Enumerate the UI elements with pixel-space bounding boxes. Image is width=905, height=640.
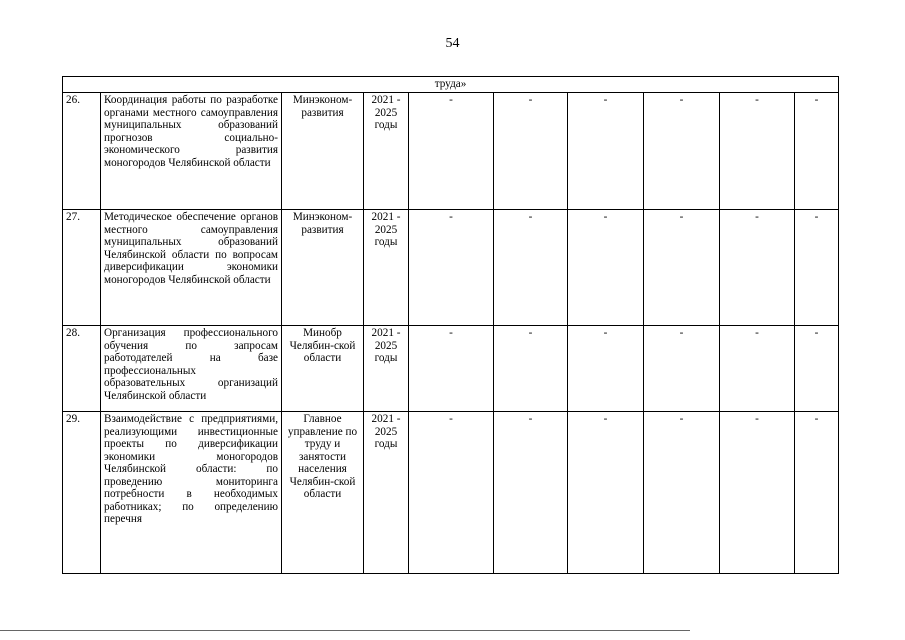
value-cell: - xyxy=(644,210,720,326)
executor: Минэконом-развития xyxy=(282,210,364,326)
value-cell: - xyxy=(568,412,644,574)
value-cell: - xyxy=(644,412,720,574)
continuation-row xyxy=(63,77,839,93)
value-cell: - xyxy=(494,210,568,326)
value-cell: - xyxy=(795,412,839,574)
value-cell: - xyxy=(720,326,795,412)
value-cell: - xyxy=(409,93,494,210)
measure-name: Координация работы по разработке органами местного самоуправления муниципальных образований прогнозов социально-экономического развития моногородов Челябинской области xyxy=(101,93,282,210)
value-cell: - xyxy=(409,210,494,326)
value-cell: - xyxy=(409,412,494,574)
period: 2021 - 2025 годы xyxy=(364,412,409,574)
table-row xyxy=(63,326,839,412)
row-number: 29. xyxy=(63,412,101,574)
value-cell: - xyxy=(720,412,795,574)
value-cell: - xyxy=(568,210,644,326)
value-cell: - xyxy=(494,93,568,210)
value-cell: - xyxy=(720,93,795,210)
value-cell: - xyxy=(494,412,568,574)
table-row xyxy=(63,412,839,574)
value-cell: - xyxy=(795,210,839,326)
page-number: 54 xyxy=(445,36,460,51)
table-row xyxy=(63,93,839,210)
value-cell: - xyxy=(644,93,720,210)
executor: Главное управление по труду и занятости населения Челябин-ской области xyxy=(282,412,364,574)
row-number: 27. xyxy=(63,210,101,326)
value-cell: - xyxy=(795,93,839,210)
measure-name: Методическое обеспечение органов местного самоуправления муниципальных образований Челябинской области по вопросам диверсификации экономики моногородов Челябинской области xyxy=(101,210,282,326)
period: 2021 - 2025 годы xyxy=(364,326,409,412)
executor: Минэконом-развития xyxy=(282,93,364,210)
period: 2021 - 2025 годы xyxy=(364,210,409,326)
measure-name: Организация профессионального обучения по запросам работодателей на базе профессиональных образовательных организаций Челябинской области xyxy=(101,326,282,412)
measure-name: Взаимодействие с предприятиями, реализующими инвестиционные проекты по диверсификации экономики моногородов Челябинской области: по проведению мониторинга потребности в необходимых работниках; по определению перечня xyxy=(101,412,282,574)
value-cell: - xyxy=(720,210,795,326)
continuation-cell: труда» xyxy=(63,77,839,93)
footer-divider xyxy=(0,630,690,631)
value-cell: - xyxy=(644,326,720,412)
value-cell: - xyxy=(409,326,494,412)
value-cell: - xyxy=(568,93,644,210)
measures-table xyxy=(62,76,839,574)
value-cell: - xyxy=(795,326,839,412)
row-number: 28. xyxy=(63,326,101,412)
value-cell: - xyxy=(494,326,568,412)
executor: Минобр Челябин-ской области xyxy=(282,326,364,412)
row-number: 26. xyxy=(63,93,101,210)
value-cell: - xyxy=(568,326,644,412)
table-row xyxy=(63,210,839,326)
period: 2021 - 2025 годы xyxy=(364,93,409,210)
